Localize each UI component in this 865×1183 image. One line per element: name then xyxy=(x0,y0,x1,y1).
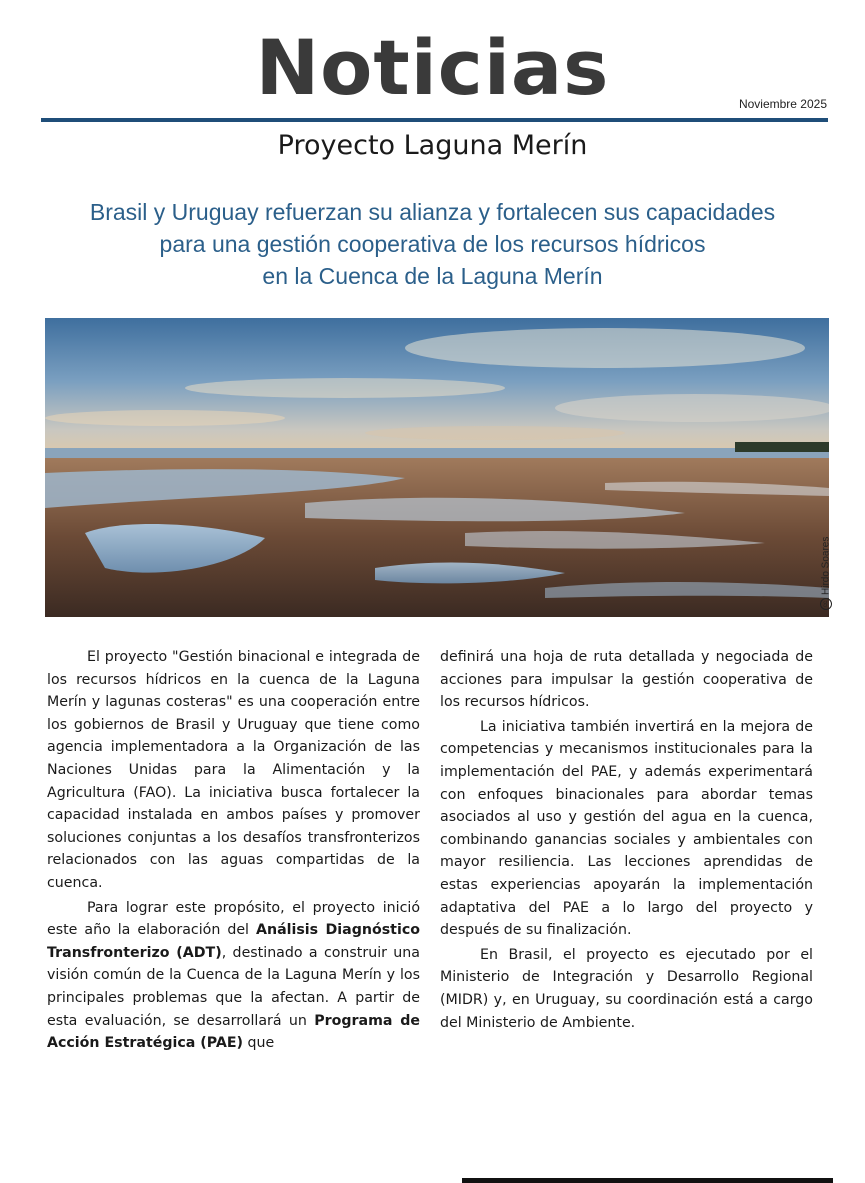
article-paragraph: El proyecto "Gestión binacional e integrada de los recursos hídricos en la cuenca de la Laguna Merín y lagunas costeras" es una cooperación entre los gobiernos de Brasil y Uruguay que tiene como agencia implementadora a la Organización de las Naciones Unidas para la Alimentación y la Agricultura (FAO). La iniciativa busca fortalecer la capacidad instalada en ambos países y promover soluciones conjuntas a los desafíos transfronterizos relacionados con las aguas compartidas de la cuenca. xyxy=(47,649,420,891)
lagoon-photo-illustration xyxy=(45,318,829,617)
issue-date: Noviembre 2025 xyxy=(738,97,827,111)
headline-line: para una gestión cooperativa de los recursos hídricos xyxy=(159,231,706,257)
photo-credit-name: Hirdo Soares xyxy=(820,536,832,595)
article-paragraph: La iniciativa también invertirá en la mejora de competencias y mecanismos institucionales para la implementación del PAE, y además experimentará con enfoques binacionales para abordar temas asociados al uso y gestión del agua en la cuenca, combinando ganancias sociales y ambientales con mayor resiliencia. Las lecciones aprendidas de estas experiencias apoyarán la implementación adaptativa del PAE a lo largo del proyecto y después de su finalización. xyxy=(440,718,813,939)
article-emphasis: Programa de Acción Estratégica (PAE) xyxy=(47,1012,420,1052)
article-text: Para lograr este propósito, el proyecto inició este año la elaboración del xyxy=(47,899,420,939)
article-paragraph xyxy=(47,897,420,1055)
headline-line: Brasil y Uruguay refuerzan su alianza y fortalecen sus capacidades xyxy=(89,199,776,225)
article-paragraph: En Brasil, el proyecto es ejecutado por el Ministerio de Integración y Desarrollo Regional (MIDR) y, en Uruguay, su coordinación está a cargo del Ministerio de Ambiente. xyxy=(440,946,813,1031)
project-subtitle: Proyecto Laguna Merín xyxy=(277,130,588,161)
creative-commons-icon: cc xyxy=(820,598,832,610)
title-rule xyxy=(41,118,828,122)
article-column-right xyxy=(440,646,813,1036)
headline-line: en la Cuenca de la Laguna Merín xyxy=(262,263,603,289)
article-text: que xyxy=(243,1035,275,1052)
article-paragraph-continued: definirá una hoja de ruta detallada y negociada de acciones para impulsar la gestión cooperativa de los recursos hídricos. xyxy=(440,649,813,711)
lagoon-photo xyxy=(45,318,829,617)
article-text: , destinado a construir una visión común de la Cuenca de la Laguna Merín y los principales problemas que la afectan. A partir de esta evaluación, se desarrollará un xyxy=(47,944,420,1029)
page-title: Noticias xyxy=(255,23,610,112)
article-column-left xyxy=(47,646,420,1057)
photo-credit xyxy=(820,537,832,610)
article-headline xyxy=(40,196,825,292)
article-emphasis: Análisis Diagnóstico Transfronterizo (ADT) xyxy=(47,922,420,961)
footer-rule xyxy=(462,1178,833,1183)
